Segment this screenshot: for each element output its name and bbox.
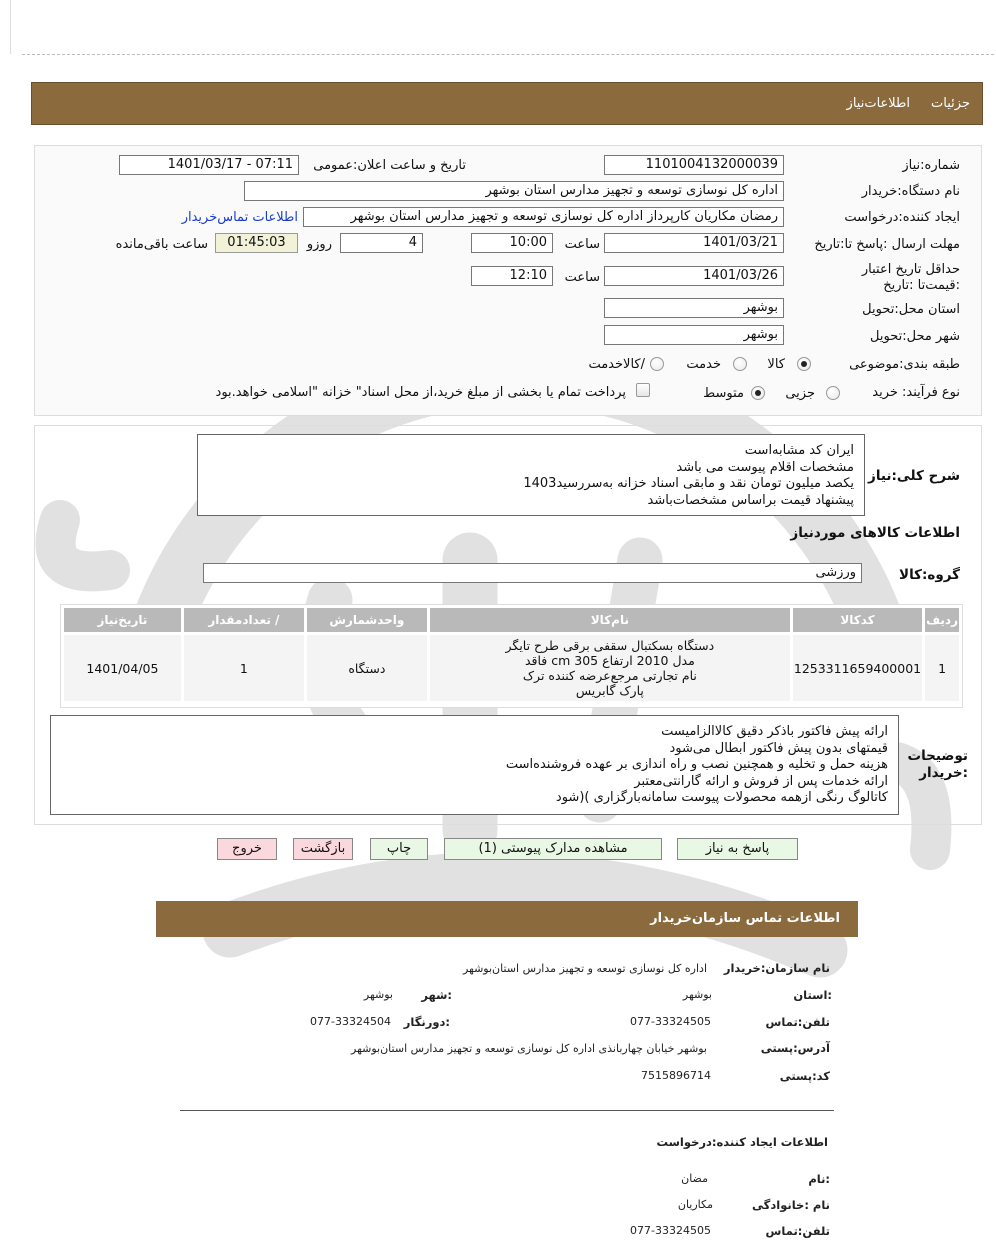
- process-radio-medium[interactable]: [751, 386, 765, 400]
- creator-field: رمضان مکاریان کارپرداز اداره کل نوسازی توسعه و تجهیز مدارس استان بوشهر: [303, 207, 784, 227]
- description-line: یکصد میلیون تومان نقد و مابقی اسناد خزانه به‌سررسید1403: [523, 476, 854, 491]
- buyer-notes-label: توضیحات :خریدار: [907, 748, 968, 781]
- description-line: پیشنهاد قیمت براساس مشخصات‌باشد: [647, 492, 854, 508]
- validity-time-field: 12:10: [471, 266, 553, 286]
- table-row: [64, 635, 959, 701]
- remaining-timer: 01:45:03: [215, 233, 298, 253]
- buyer-contact-bar: [156, 901, 858, 937]
- tab-details[interactable]: جزئیات: [931, 96, 970, 111]
- contact-postal-value: 7515896714: [641, 1069, 711, 1082]
- goods-table-wrapper: [60, 604, 963, 708]
- header-bar: [31, 82, 983, 125]
- announce-date-label: تاریخ و ساعت اعلان:عمومی: [313, 158, 466, 173]
- category-radio-goods[interactable]: [797, 357, 811, 371]
- category-label: طبقه بندی:موضوعی: [849, 357, 960, 372]
- requester-phone-label: تلفن:تماس: [765, 1224, 830, 1238]
- col-row: ردیف: [925, 608, 959, 632]
- reply-button[interactable]: پاسخ به نیاز: [677, 838, 798, 860]
- cell-unit: دستگاه: [307, 635, 427, 701]
- view-documents-button[interactable]: مشاهده مدارک پیوستی (1): [444, 838, 662, 860]
- contact-address-label: آدرس:پستی: [760, 1041, 830, 1055]
- contact-postal-label: کد:پستی: [779, 1069, 830, 1083]
- need-number-label: شماره:نیاز: [902, 158, 960, 173]
- back-button[interactable]: بازگشت: [293, 838, 353, 860]
- contact-fax-value: 077-33324504: [310, 1015, 391, 1028]
- goods-group-field: ورزشی: [203, 563, 862, 583]
- cell-name-line: مدل 2010 ارتفاع 305 cm فاقد: [524, 653, 695, 668]
- need-number-field: 1101004132000039: [604, 155, 784, 175]
- contact-province-value: بوشهر: [682, 988, 712, 1001]
- cell-qty: 1: [184, 635, 304, 701]
- treasury-payment-text: پرداخت تمام یا بخشی از مبلغ خرید،از محل اسناد" خزانه "اسلامی خواهد.بود: [215, 385, 626, 400]
- province-label: استان محل:تحویل: [862, 302, 960, 317]
- deadline-time-label: ساعت: [564, 237, 600, 252]
- validity-date-field: 1401/03/26: [604, 266, 784, 286]
- section-divider: [180, 1110, 834, 1111]
- buyer-org-field: اداره کل نوسازی توسعه و تجهیز مدارس استان بوشهر: [244, 181, 784, 201]
- buyer-notes-box: [50, 715, 899, 815]
- cell-name-line: پارک گابریس: [575, 683, 644, 698]
- days-field: 4: [340, 233, 423, 253]
- contact-fax-label: :دورنگار: [403, 1015, 450, 1029]
- description-box: [197, 434, 865, 516]
- contact-address-value: بوشهر خیابان چهاربانذی اداره کل نوسازی توسعه و تجهیز مدارس استان‌بوشهر: [351, 1042, 707, 1055]
- requester-phone-value: 077-33324505: [630, 1224, 711, 1237]
- cell-code: 1253311659400001: [793, 635, 922, 701]
- deadline-time-field: 10:00: [471, 233, 553, 253]
- description-label: شرح کلی:نیاز: [868, 468, 960, 484]
- category-option-both: /کالاخدمت: [588, 357, 645, 372]
- category-option-service: خدمت: [686, 357, 721, 372]
- contact-phone-value: 077-33324505: [630, 1015, 711, 1028]
- cell-row: 1: [925, 635, 959, 701]
- buyer-contact-link[interactable]: اطلاعات تماس‌خریدار: [181, 210, 298, 225]
- cell-name-line: دستگاه بسکتبال سقفی برقی طرح تایگر: [505, 638, 715, 653]
- description-line: ایران کد مشابه‌است: [744, 443, 854, 458]
- buyer-contact-title: اطلاعات تماس سازمان‌خریدار: [650, 911, 840, 926]
- contact-org-label: نام سازمان:خریدار: [723, 961, 830, 975]
- goods-group-label: گروه:کالا: [899, 567, 960, 583]
- col-name: نام‌کالا: [430, 608, 790, 632]
- col-code: کدکالا: [793, 608, 922, 632]
- col-unit: واحدشمارش: [307, 608, 427, 632]
- requester-family-value: مکاریان: [677, 1198, 713, 1211]
- buyer-note-line: کاتالوگ رنگی ازهمه محصولات پیوست سامانه‌بارگزاری )(شود: [555, 790, 888, 805]
- requester-family-label: نام :خانوادگی: [752, 1198, 830, 1212]
- days-label: روزو: [306, 237, 332, 252]
- process-option-minor: جزیی: [785, 386, 815, 401]
- col-date: تاریخ‌نیاز: [64, 608, 181, 632]
- contact-phone-label: تلفن:تماس: [765, 1015, 830, 1029]
- exit-button[interactable]: خروج: [217, 838, 277, 860]
- city-label: شهر محل:تحویل: [870, 329, 960, 344]
- process-label: نوع فرآیند: خرید: [872, 385, 960, 400]
- cell-date: 1401/04/05: [64, 635, 181, 701]
- buyer-note-line: هزینه حمل و تخلیه و همچنین نصب و راه اندازی بر عهده فروشنده‌است: [505, 757, 888, 772]
- requester-name-value: مضان: [681, 1172, 708, 1185]
- goods-section-title: اطلاعات کالاهای موردنیاز: [790, 525, 960, 541]
- frame-line-left: [10, 0, 11, 54]
- frame-line-top: [22, 54, 994, 55]
- category-radio-service[interactable]: [733, 357, 747, 371]
- cell-name-line: نام تجارتی مرجع‌عرضه کننده ترک: [522, 668, 697, 683]
- province-field: بوشهر: [604, 298, 784, 318]
- deadline-date-field: 1401/03/21: [604, 233, 784, 253]
- category-option-goods: کالا: [767, 357, 785, 372]
- goods-table: [61, 605, 962, 704]
- process-radio-minor[interactable]: [826, 386, 840, 400]
- col-qty: / تعدادمقدار: [184, 608, 304, 632]
- deadline-label: مهلت ارسال :پاسخ تا:تاریخ: [814, 237, 960, 252]
- contact-province-label: :استان: [793, 988, 832, 1002]
- requester-name-label: :نام: [808, 1172, 830, 1186]
- cell-name: [430, 635, 790, 701]
- contact-org-value: اداره کل نوسازی توسعه و تجهیز مدارس استان‌بوشهر: [462, 962, 707, 975]
- buyer-note-line: ارائه پیش فاکتور باذکر دقیق کالاالزامیست: [661, 724, 888, 739]
- creator-label: ایجاد کننده:درخواست: [844, 210, 960, 225]
- buyer-org-label: نام دستگاه:خریدار: [861, 184, 960, 199]
- contact-city-value: بوشهر: [363, 988, 393, 1001]
- validity-time-label: ساعت: [564, 270, 600, 285]
- category-radio-both[interactable]: [650, 357, 664, 371]
- tab-need-info[interactable]: اطلاعات‌نیاز: [846, 96, 910, 111]
- contact-city-label: :شهر: [421, 988, 452, 1002]
- buyer-note-line: ارائه خدمات پس از فروش و ارائه گارانتی‌معتبر: [634, 773, 888, 789]
- print-button[interactable]: چاپ: [370, 838, 428, 860]
- description-line: مشخصات اقلام پیوست می باشد: [676, 459, 854, 475]
- remaining-label: ساعت باقی‌مانده: [115, 237, 208, 252]
- process-option-medium: متوسط: [703, 386, 744, 401]
- treasury-payment-checkbox[interactable]: [636, 383, 650, 397]
- requester-title: اطلاعات ایجاد کننده:درخواست: [656, 1135, 828, 1149]
- announce-date-field: 1401/03/17 - 07:11: [119, 155, 299, 175]
- buyer-note-line: قیمتهای بدون پیش فاکتور ابطال می‌شود: [669, 740, 888, 756]
- city-field: بوشهر: [604, 325, 784, 345]
- validity-label: حداقل تاریخ اعتبار :قیمت‌تا :تاریخ: [861, 262, 960, 293]
